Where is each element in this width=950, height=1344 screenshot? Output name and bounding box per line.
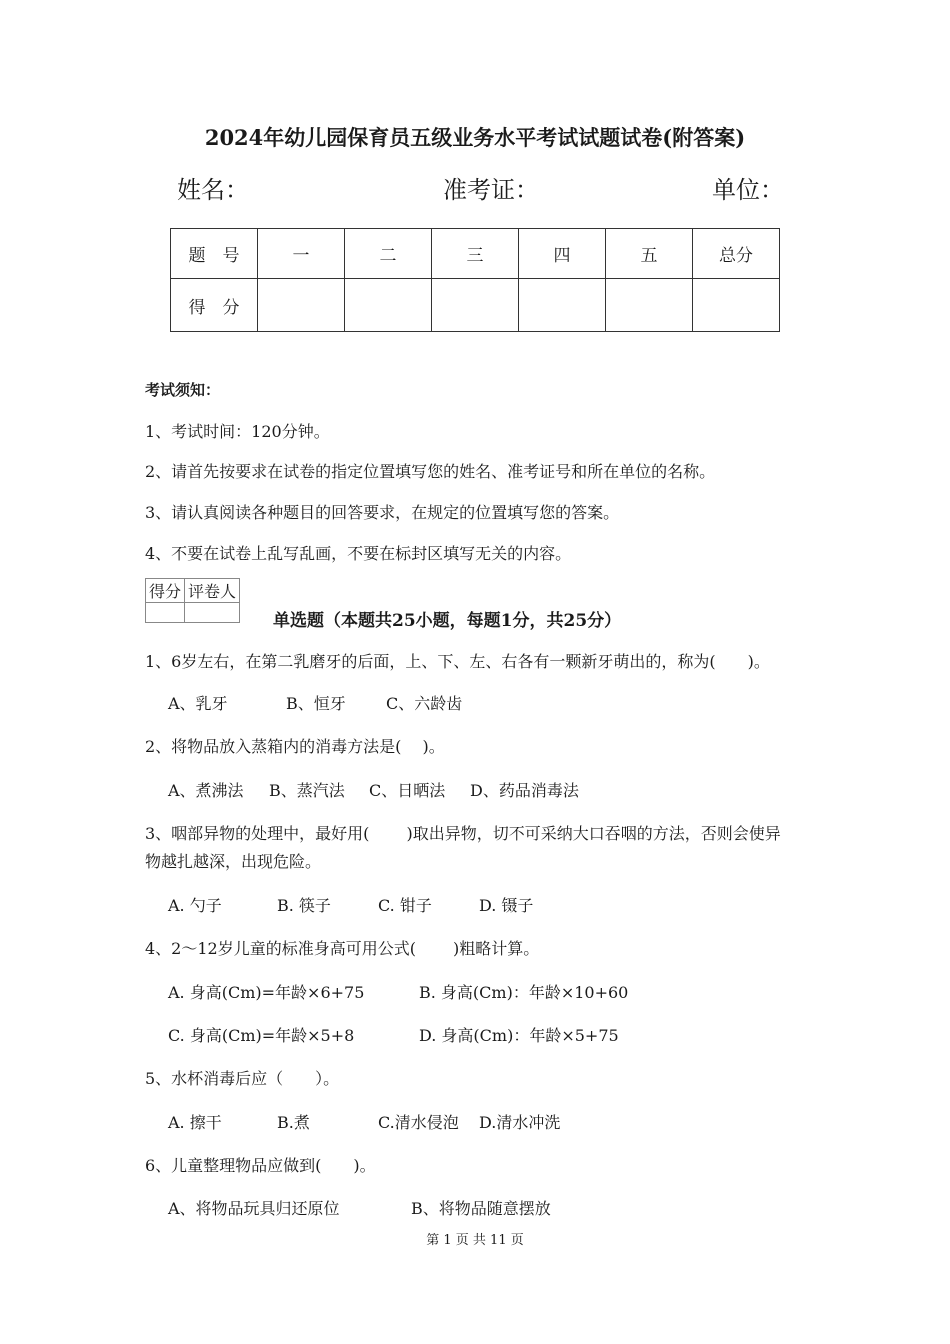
question-option: B、蒸汽法: [269, 781, 345, 800]
question-option: D. 身高(Cm)：年龄×5+75: [419, 1026, 619, 1045]
grader-reviewer-label: 评卷人: [185, 579, 240, 603]
question-stem: 3、咽部异物的处理中，最好用( )取出异物，切不可采纳大口吞咽的方法，否则会使异: [145, 824, 781, 843]
page-footer: 第 1 页 共 11 页: [426, 1233, 524, 1248]
notice-item: 1、考试时间：120分钟。: [145, 422, 330, 441]
score-table: [170, 228, 780, 332]
question-stem: 2、将物品放入蒸箱内的消毒方法是( )。: [145, 737, 445, 756]
grader-score-cell: [146, 603, 185, 623]
question-option: C.清水侵泡: [378, 1113, 459, 1132]
score-table-score-row: [171, 279, 780, 332]
score-header-cell: 二: [345, 229, 432, 279]
question-option: B、将物品随意摆放: [411, 1199, 551, 1218]
score-header-cell: 总分: [693, 229, 780, 279]
question-stem: 5、水杯消毒后应（ ）。: [145, 1069, 340, 1088]
question-option: C、六龄齿: [386, 694, 463, 713]
question-option: D.清水冲洗: [479, 1113, 561, 1132]
score-cell: [345, 279, 432, 332]
question-option: A. 身高(Cm)=年龄×6+75: [168, 983, 365, 1002]
section-heading: 单选题（本题共25小题，每题1分，共25分）: [273, 611, 622, 631]
score-row-label: 得 分: [171, 279, 258, 332]
question-stem: 6、儿童整理物品应做到( )。: [145, 1156, 376, 1175]
question-option: A. 勺子: [168, 896, 222, 915]
score-header-cell: 五: [606, 229, 693, 279]
notice-item: 4、不要在试卷上乱写乱画，不要在标封区填写无关的内容。: [145, 544, 572, 563]
notice-item: 3、请认真阅读各种题目的回答要求，在规定的位置填写您的答案。: [145, 503, 620, 522]
unit-field-label: 单位：: [712, 176, 784, 204]
score-cell: [606, 279, 693, 332]
question-option: A、将物品玩具归还原位: [168, 1199, 340, 1218]
score-cell: [432, 279, 519, 332]
notice-item: 2、请首先按要求在试卷的指定位置填写您的姓名、准考证号和所在单位的名称。: [145, 462, 716, 481]
ticket-field-label: 准考证：: [443, 176, 539, 204]
score-cell: [693, 279, 780, 332]
question-stem: 4、2～12岁儿童的标准身高可用公式( )粗略计算。: [145, 939, 540, 958]
score-table-header-row: [171, 229, 780, 279]
name-field-label: 姓名：: [177, 176, 249, 204]
grader-reviewer-cell: [185, 603, 240, 623]
question-option: C. 身高(Cm)=年龄×5+8: [168, 1026, 355, 1045]
question-option: D、药品消毒法: [470, 781, 579, 800]
question-option: D. 镊子: [479, 896, 534, 915]
question-option: A. 擦干: [168, 1113, 222, 1132]
score-header-cell: 一: [258, 229, 345, 279]
grader-box: [145, 578, 240, 623]
question-option: C、日晒法: [369, 781, 446, 800]
question-option: A、乳牙: [168, 694, 228, 713]
question-option: B.煮: [277, 1113, 310, 1132]
score-header-cell: 四: [519, 229, 606, 279]
question-stem: 1、6岁左右，在第二乳磨牙的后面，上、下、左、右各有一颗新牙萌出的，称为( )。: [145, 652, 770, 671]
grader-score-label: 得分: [146, 579, 185, 603]
question-option: B. 筷子: [277, 896, 331, 915]
question-option: B、恒牙: [286, 694, 346, 713]
question-option: C. 钳子: [378, 896, 432, 915]
question-option: B. 身高(Cm)：年龄×10+60: [419, 983, 629, 1002]
score-cell: [519, 279, 606, 332]
question-option: A、煮沸法: [168, 781, 244, 800]
page-title: 2024年幼儿园保育员五级业务水平考试试题试卷(附答案): [204, 125, 746, 150]
notice-heading: 考试须知：: [145, 381, 221, 399]
score-header-cell: 题 号: [171, 229, 258, 279]
score-cell: [258, 279, 345, 332]
score-header-cell: 三: [432, 229, 519, 279]
question-stem-continued: 物越扎越深，出现危险。: [145, 852, 322, 871]
